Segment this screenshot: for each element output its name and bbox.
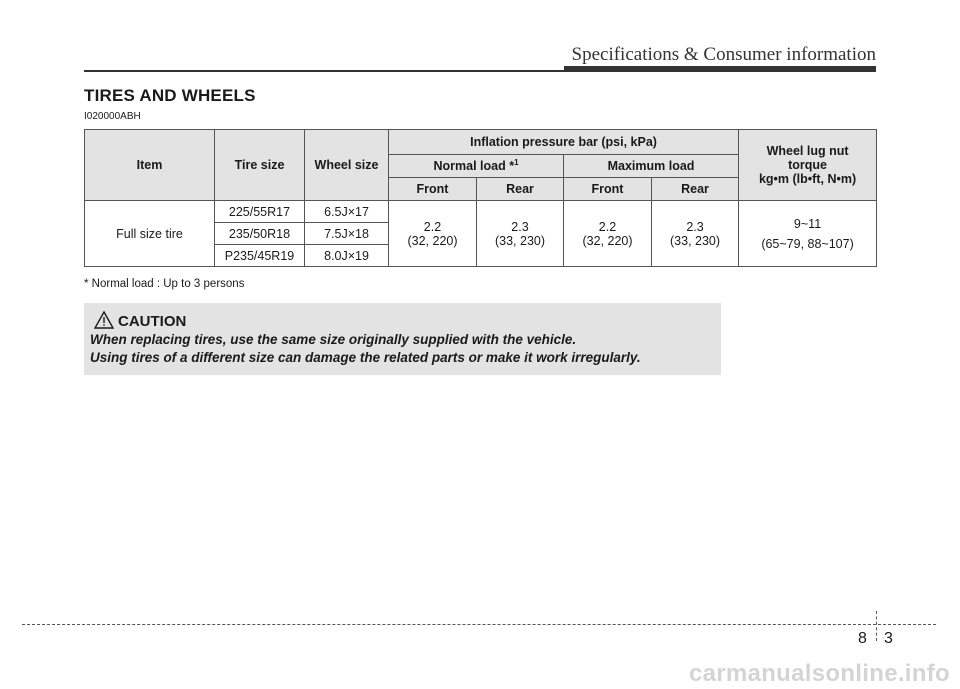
footer-rule [22, 624, 936, 625]
header-inflation-pressure: Inflation pressure bar (psi, kPa) [389, 130, 739, 155]
page-number: 3 [884, 630, 893, 647]
header-normal-front: Front [389, 178, 477, 201]
normal-front-pressure [389, 201, 477, 267]
header-wheel-lug-torque [739, 130, 877, 201]
header-tire-size: Tire size [215, 130, 305, 201]
caution-text-line2: Using tires of a different size can damage the related parts or make it work irregularly. [90, 350, 641, 365]
tire-size-cell: P235/45R19 [215, 245, 305, 267]
row-label-full-size-tire: Full size tire [85, 201, 215, 267]
lug-header-line2: torque [788, 158, 827, 172]
normal-load-label: Normal load * [433, 159, 515, 174]
reference-code: I020000ABH [84, 111, 141, 122]
footnote-mark: 1 [514, 158, 519, 168]
header-max-rear: Rear [652, 178, 739, 201]
header-max-front: Front [564, 178, 652, 201]
pressure-bar: 2.2 [598, 219, 617, 234]
max-front-pressure [564, 201, 652, 267]
max-rear-pressure [652, 201, 739, 267]
tire-size-cell: 225/55R17 [215, 201, 305, 223]
caution-box [84, 303, 721, 375]
footnote: * Normal load : Up to 3 persons [84, 278, 245, 290]
pressure-bar: 2.2 [423, 219, 442, 234]
warning-triangle-icon [94, 311, 114, 329]
tire-size-cell: 235/50R18 [215, 223, 305, 245]
footer-divider [876, 611, 877, 641]
wheel-size-cell: 6.5J×17 [305, 201, 389, 223]
header-normal-rear: Rear [477, 178, 564, 201]
header-normal-load [389, 155, 564, 178]
header-rule-accent [564, 66, 876, 72]
caution-title: CAUTION [118, 313, 187, 330]
pressure-psi-kpa: (32, 220) [582, 233, 633, 248]
torque-lbft-nm: (65~79, 88~107) [761, 236, 854, 251]
lug-header-line1: Wheel lug nut [766, 144, 849, 158]
pressure-bar: 2.3 [511, 219, 529, 234]
header-maximum-load: Maximum load [564, 155, 739, 178]
pressure-bar: 2.3 [686, 219, 704, 234]
normal-rear-pressure [477, 201, 564, 267]
pressure-psi-kpa: (33, 230) [670, 233, 721, 248]
wheel-size-cell: 8.0J×19 [305, 245, 389, 267]
header-wheel-size: Wheel size [305, 130, 389, 201]
section-title: TIRES AND WHEELS [84, 86, 256, 105]
wheel-size-cell: 7.5J×18 [305, 223, 389, 245]
pressure-psi-kpa: (32, 220) [407, 233, 458, 248]
chapter-number: 8 [858, 630, 867, 647]
watermark: carmanualsonline.info [688, 660, 950, 687]
header-item: Item [85, 130, 215, 201]
pressure-psi-kpa: (33, 230) [494, 233, 546, 248]
table-row [85, 201, 877, 223]
tire-spec-table [84, 129, 877, 267]
torque-kgm: 9~11 [793, 216, 822, 231]
lug-nut-torque [739, 201, 877, 267]
lug-header-line3: kg•m (lb•ft, N•m) [758, 172, 857, 186]
caution-text-line1: When replacing tires, use the same size originally supplied with the vehicle. [90, 332, 577, 347]
running-head: Specifications & Consumer information [571, 44, 876, 65]
